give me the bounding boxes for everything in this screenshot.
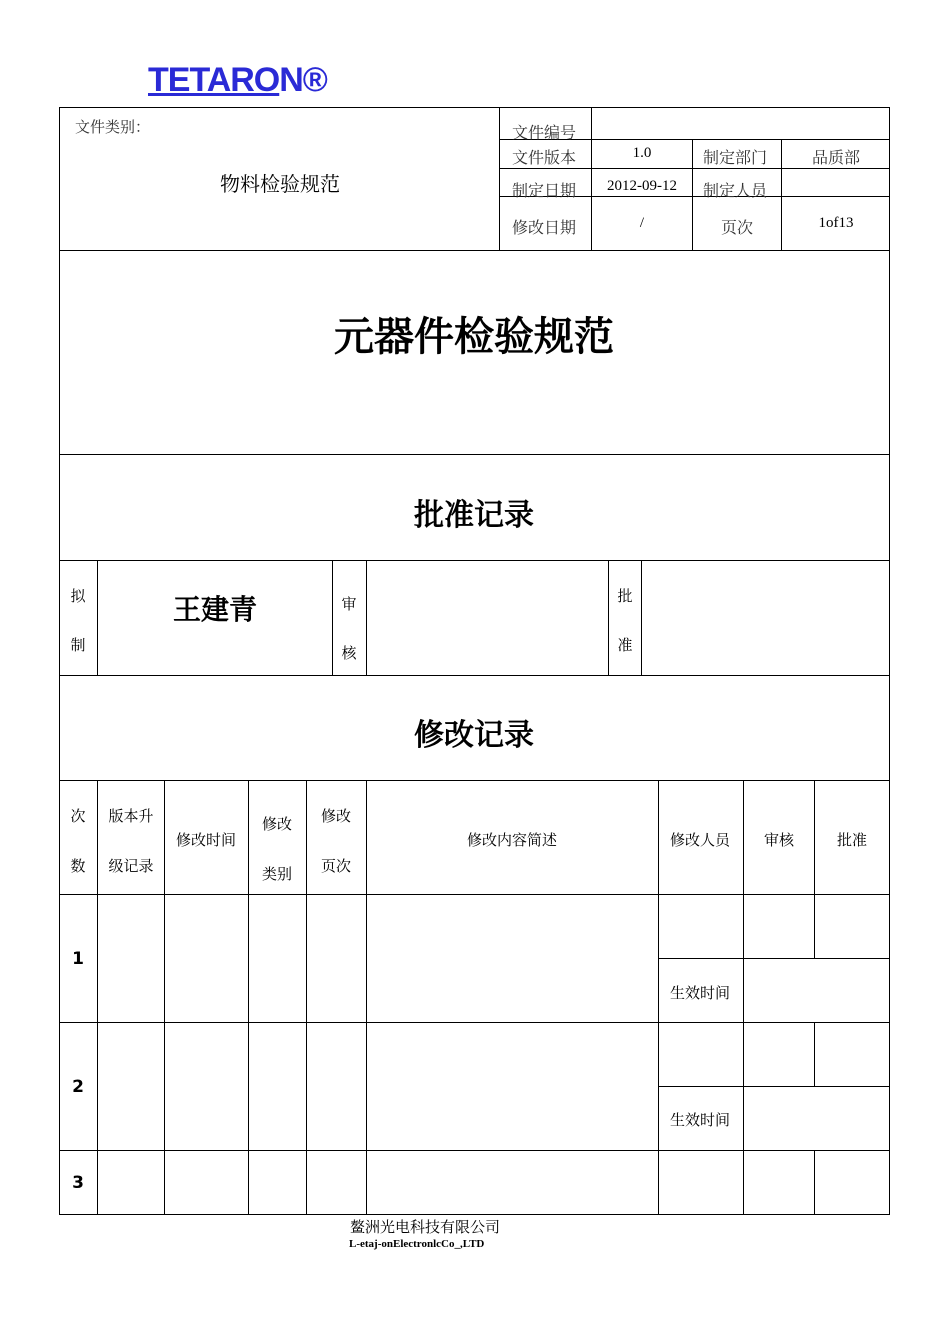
page-title: 元器件检验规范 — [334, 314, 614, 360]
col-person: 修改人员 — [669, 831, 731, 849]
revise-date-value: / — [639, 215, 645, 231]
draft-label-2: 制 — [70, 636, 86, 654]
author-label: 制定人员 — [703, 181, 768, 200]
revise-date-label: 修改日期 — [512, 218, 577, 237]
col-page-2: 页次 — [320, 857, 352, 875]
approve-label-1: 批 — [617, 587, 633, 605]
col-type-2: 类别 — [261, 865, 293, 883]
page-label: 页次 — [720, 218, 754, 237]
col-times-1: 次 — [70, 807, 86, 825]
col-approve: 批准 — [836, 831, 868, 849]
version-label: 文件版本 — [512, 148, 577, 167]
version-value: 1.0 — [632, 145, 652, 161]
col-content: 修改内容简述 — [466, 831, 558, 849]
col-version-1: 版本升 — [108, 807, 154, 825]
footer-company-cn: 鳌洲光电科技有限公司 — [350, 1218, 501, 1236]
date-label: 制定日期 — [512, 181, 577, 200]
dept-value: 品质部 — [811, 148, 861, 167]
row-1-effective-label: 生效时间 — [669, 984, 731, 1002]
category-value: 物料检验规范 — [220, 172, 340, 196]
draft-label-1: 拟 — [70, 587, 86, 605]
col-time: 修改时间 — [175, 831, 237, 849]
page-value: 1of13 — [818, 215, 854, 231]
row-2-effective-label: 生效时间 — [669, 1111, 731, 1129]
revision-heading: 修改记录 — [414, 718, 534, 753]
company-logo: TETARON® — [148, 61, 327, 99]
drafter-name: 王建青 — [172, 593, 258, 626]
doc-number-label: 文件编号 — [512, 123, 577, 142]
approve-label-2: 准 — [617, 636, 633, 654]
row-2-number: 2 — [72, 1077, 84, 1097]
approval-heading: 批准记录 — [414, 498, 534, 533]
review-label-1: 审 — [341, 595, 357, 613]
col-page-1: 修改 — [320, 807, 352, 825]
row-3-number: 3 — [72, 1173, 84, 1193]
footer-company-en: L-etaj-onElectronlcCo_,LTD — [349, 1238, 485, 1250]
col-review: 审核 — [763, 831, 795, 849]
dept-label: 制定部门 — [703, 148, 768, 167]
category-label: 文件类别： — [75, 118, 151, 136]
col-version-2: 级记录 — [108, 857, 154, 875]
date-value: 2012-09-12 — [607, 178, 677, 194]
col-times-2: 数 — [70, 857, 86, 875]
col-type-1: 修改 — [261, 815, 293, 833]
review-label-2: 核 — [341, 644, 357, 662]
row-1-number: 1 — [72, 949, 84, 969]
